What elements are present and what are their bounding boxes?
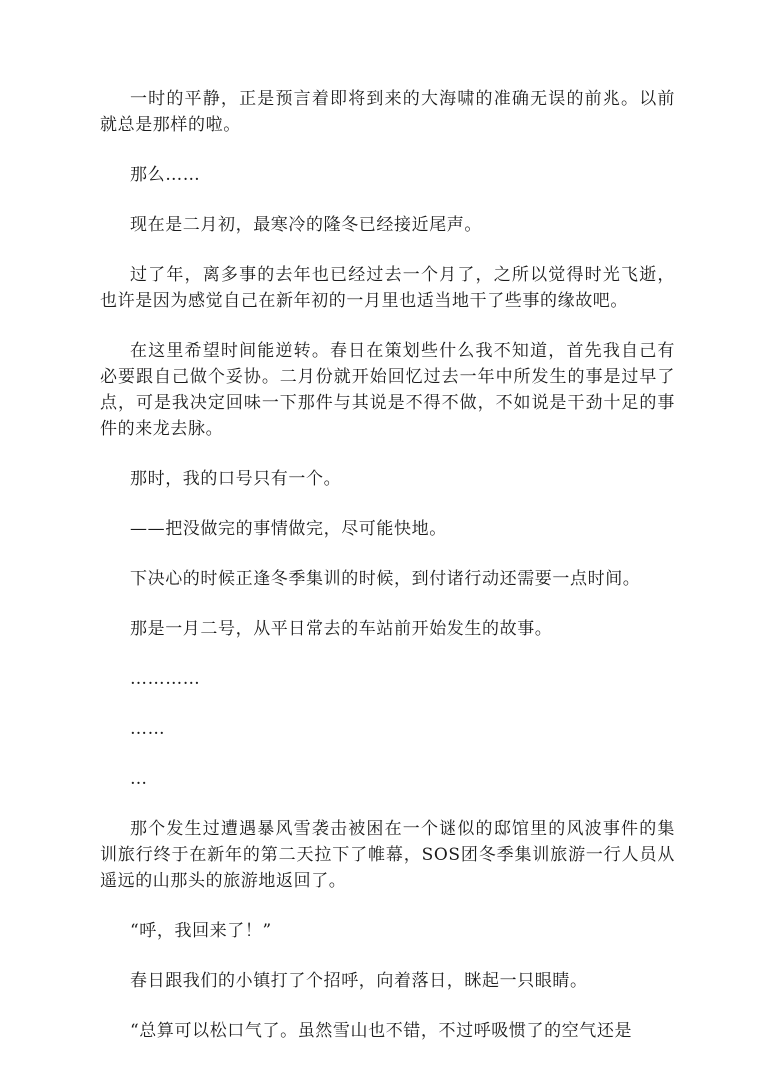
ellipsis-line: ………… bbox=[130, 669, 201, 689]
dialogue-line: “呼，我回来了！” bbox=[130, 921, 272, 941]
paragraph: 现在是二月初，最寒冷的隆冬已经接近尾声。 bbox=[130, 215, 482, 235]
paragraph: 那是一月二号，从平日常去的车站前开始发生的故事。 bbox=[130, 619, 553, 639]
paragraph: 在这里希望时间能逆转。春日在策划些什么我不知道，首先我自己有必要跟自己做个妥协。二月份就开始回忆过去一年中所发生的事是过早了点，可是我决定回味一下那件与其说是不得不做，不如说是干劲十足的事件的来龙去脉。 bbox=[100, 341, 675, 439]
paragraph: 下决心的时候正逢冬季集训的时候，到付诸行动还需要一点时间。 bbox=[130, 569, 641, 589]
dialogue-line: “总算可以松口气了。虽然雪山也不错，不过呼吸惯了的空气还是 bbox=[130, 1021, 633, 1041]
ellipsis-line: … bbox=[130, 769, 148, 789]
paragraph: 春日跟我们的小镇打了个招呼，向着落日，眯起一只眼睛。 bbox=[130, 971, 588, 991]
paragraph: 那时，我的口号只有一个。 bbox=[130, 469, 342, 489]
paragraph: 那个发生过遭遇暴风雪袭击被困在一个谜似的邸馆里的风波事件的集训旅行终于在新年的第二天拉下了帷幕，SOS团冬季集训旅游一行人员从遥远的山那头的旅游地返回了。 bbox=[100, 819, 675, 891]
paragraph: 那么…… bbox=[130, 165, 201, 185]
paragraph: 过了年，离多事的去年也已经过去一个月了，之所以觉得时光飞逝，也许是因为感觉自己在新年初的一月里也适当地干了些事的缘故吧。 bbox=[100, 265, 675, 311]
paragraph: ——把没做完的事情做完，尽可能快地。 bbox=[130, 519, 447, 539]
document-page bbox=[100, 86, 675, 1068]
ellipsis-line: …… bbox=[130, 719, 166, 739]
paragraph: 一时的平静，正是预言着即将到来的大海啸的准确无误的前兆。以前就总是那样的啦。 bbox=[100, 89, 675, 135]
